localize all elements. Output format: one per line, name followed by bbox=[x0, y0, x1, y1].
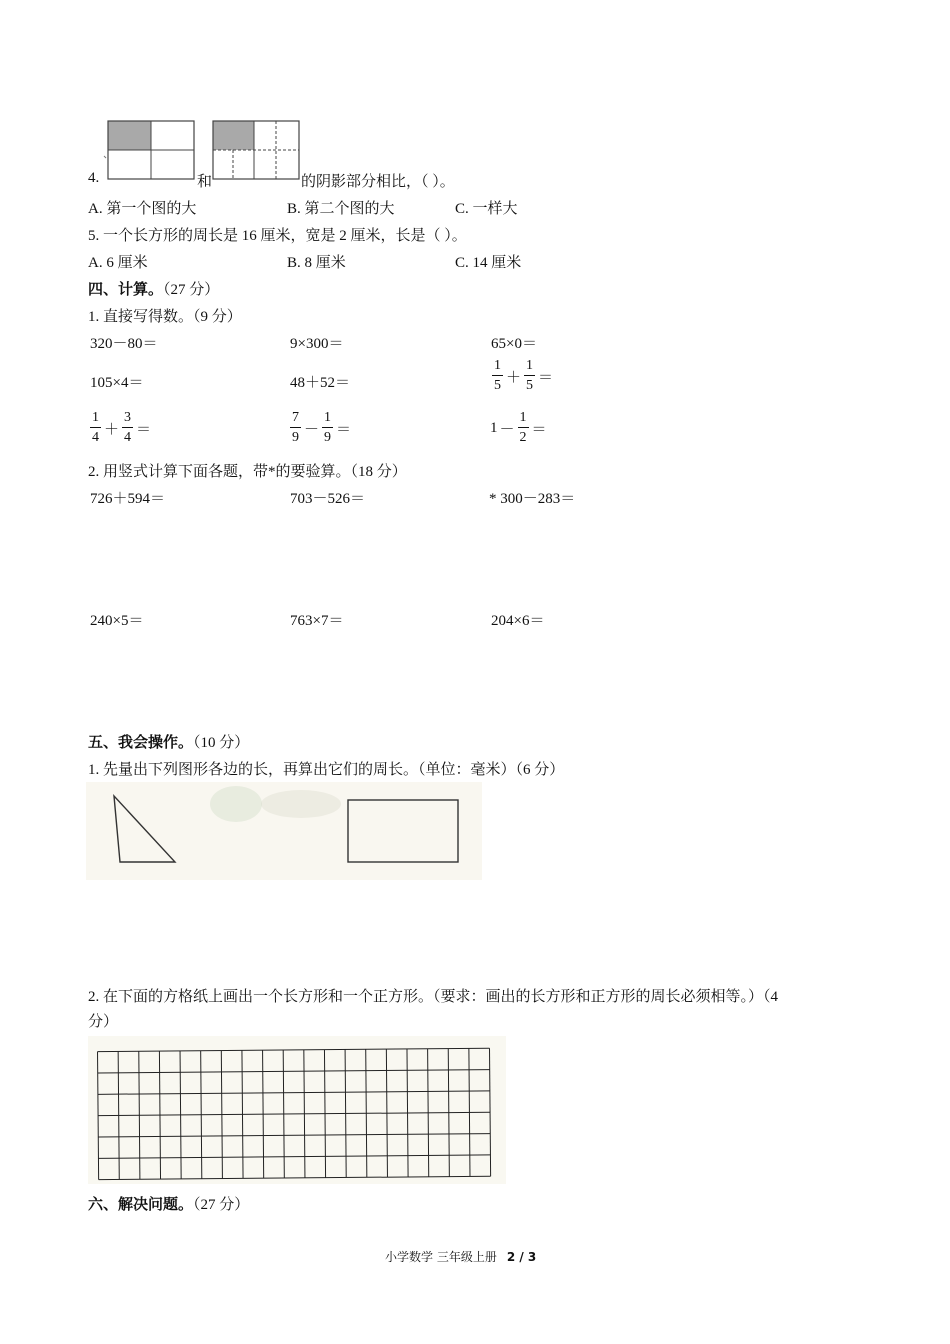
section-5-sub2-line2: 分） bbox=[88, 1014, 119, 1030]
calc-4: 105×4＝ bbox=[90, 375, 144, 391]
calc-9-fraction: 1 － $\frac{1}{2}$ ＝ bbox=[490, 410, 547, 445]
q4-option-c: C. 一样大 bbox=[455, 201, 518, 217]
fraction: $\frac{1}{5}$ bbox=[494, 358, 501, 393]
figure-1-shaded-rect bbox=[104, 120, 194, 186]
calc-6-fraction: $\frac{1}{5}$ ＋ $\frac{1}{5}$ ＝ bbox=[494, 358, 554, 393]
q4-option-a: A. 第一个图的大 bbox=[88, 201, 197, 217]
calc-7-fraction: $\frac{1}{4}$ ＋ $\frac{3}{4}$ ＝ bbox=[92, 410, 152, 445]
section-5-heading bbox=[88, 731, 249, 752]
q4-connector: 和 bbox=[197, 174, 213, 190]
fraction: $\frac{3}{4}$ bbox=[124, 410, 132, 445]
page-number: 2 / 3 bbox=[506, 1250, 537, 1264]
fraction: $\frac{1}{4}$ bbox=[92, 410, 99, 445]
section-5-sub2-line1: 2. 在下面的方格纸上画出一个长方形和一个正方形。（要求：画出的长方形和正方形的周长必须相等。）（4 bbox=[88, 989, 779, 1005]
vertical-calc-2: 703－526＝ bbox=[290, 491, 366, 507]
measure-figures bbox=[86, 782, 482, 880]
section-4-sub1: 1. 直接写得数。（9 分） bbox=[88, 309, 242, 325]
section-6-score: （27 分） bbox=[193, 1197, 250, 1213]
calc-8-fraction: $\frac{7}{9}$ － $\frac{1}{9}$ ＝ bbox=[292, 410, 352, 445]
q4-option-b: B. 第二个图的大 bbox=[287, 201, 395, 217]
calc-1: 320－80＝ bbox=[90, 336, 158, 352]
vertical-calc-3: * 300－283＝ bbox=[489, 491, 576, 507]
section-5-title: 五、我会操作。 bbox=[88, 735, 194, 751]
section-6-title: 六、解决问题。 bbox=[88, 1197, 194, 1213]
section-4-heading bbox=[88, 278, 219, 299]
section-4-title: 四、计算。 bbox=[88, 282, 164, 298]
section-5-score: （10 分） bbox=[193, 735, 250, 751]
fraction: $\frac{1}{5}$ bbox=[526, 358, 534, 393]
q5-text: 5. 一个长方形的周长是 16 厘米，宽是 2 厘米，长是（ ）。 bbox=[88, 228, 467, 244]
calc-5: 48＋52＝ bbox=[290, 375, 351, 391]
q5-option-c: C. 14 厘米 bbox=[455, 255, 522, 271]
q4-tail: 的阴影部分相比，（ ）。 bbox=[301, 174, 455, 190]
fraction: $\frac{7}{9}$ bbox=[292, 410, 299, 445]
vertical-calc-4: 240×5＝ bbox=[90, 613, 144, 629]
page-footer bbox=[385, 1248, 536, 1265]
fraction: $\frac{1}{9}$ bbox=[324, 410, 332, 445]
section-4-sub2: 2. 用竖式计算下面各题，带*的要验算。（18 分） bbox=[88, 464, 407, 480]
footer-subject: 小学数学 三年级上册 bbox=[385, 1250, 497, 1264]
q5-option-a: A. 6 厘米 bbox=[88, 255, 148, 271]
fraction: $\frac{1}{2}$ bbox=[519, 410, 527, 445]
q5-option-b: B. 8 厘米 bbox=[287, 255, 346, 271]
q4-number: 4. bbox=[88, 170, 100, 186]
vertical-calc-1: 726＋594＝ bbox=[90, 491, 166, 507]
calc-2: 9×300＝ bbox=[290, 336, 344, 352]
grid-paper bbox=[88, 1036, 506, 1184]
vertical-calc-5: 763×7＝ bbox=[290, 613, 344, 629]
section-4-score: （27 分） bbox=[163, 282, 220, 298]
calc-3: 65×0＝ bbox=[491, 336, 537, 352]
figure-2-shaded-rect bbox=[212, 120, 300, 186]
section-6-heading bbox=[88, 1193, 249, 1214]
vertical-calc-6: 204×6＝ bbox=[491, 613, 545, 629]
section-5-sub1: 1. 先量出下列图形各边的长，再算出它们的周长。（单位：毫米）（6 分） bbox=[88, 762, 565, 778]
